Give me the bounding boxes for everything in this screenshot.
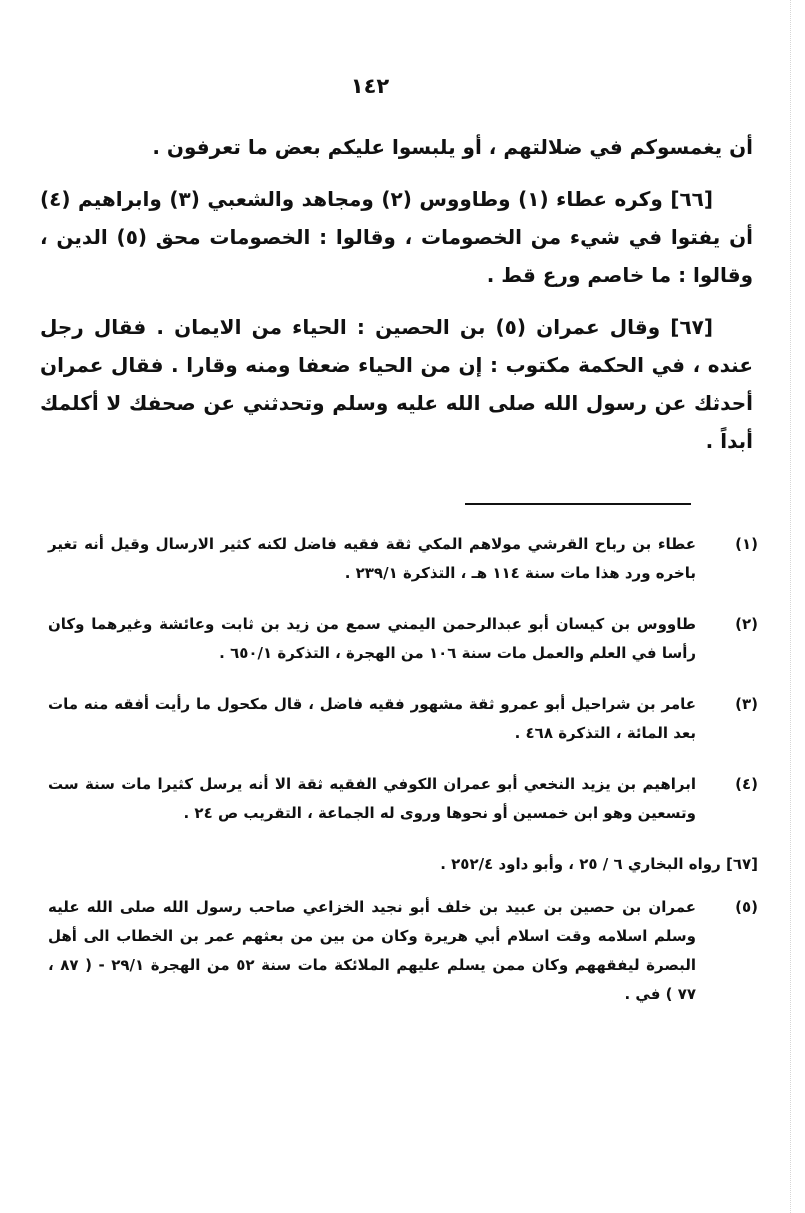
footnote-number: (٥) bbox=[735, 898, 758, 916]
page-number: ١٤٢ bbox=[350, 74, 390, 98]
footnote-number: (٤) bbox=[735, 775, 758, 793]
intro-line: أن يغمسوكم في ضلالتهم ، أو يلبسوا عليكم بعض ما تعرفون . bbox=[152, 135, 753, 159]
footnote-2 bbox=[48, 610, 758, 668]
main-text bbox=[40, 128, 753, 460]
footnote-text: عامر بن شراحيل أبو عمرو ثقة مشهور فقيه فاضل ، قال مكحول ما رأيت أفقه منه مات بعد المائة ، التذكرة ٤٦٨ . bbox=[48, 695, 696, 742]
footnote-text: عمران بن حصين بن عبيد بن خلف أبو نجيد الخزاعي صاحب رسول الله صلى الله عليه وسلم اسلامه وقت اسلام أبي هريرة وكان من بين من بعثهم عمر بن الخطاب الى أهل البصرة ليفقههم وكان ممن يسلم عليهم الملائكة مات سنة ٥٢ من الهجرة ٢٩/١ - ( ٨٧ ، ٧٧ ) في . bbox=[48, 898, 697, 1003]
footnote-3 bbox=[48, 690, 758, 748]
footnote-source-67 bbox=[48, 850, 758, 879]
paragraph-66: [٦٦] وكره عطاء (١) وطاووس (٢) ومجاهد والشعبي (٣) وابراهيم (٤) أن يفتوا في شيء من الخصومات ، وقالوا : الخصومات محق (٥) الدين ، وقالوا : ما خاصم ورع قط . bbox=[40, 187, 753, 287]
footnote-number: (٢) bbox=[735, 615, 758, 633]
footnote-1 bbox=[48, 530, 758, 588]
footnote-4 bbox=[48, 770, 758, 828]
scan-edge bbox=[790, 0, 805, 1213]
paragraph-67: [٦٧] وقال عمران (٥) بن الحصين : الحياء من الايمان . فقال رجل عنده ، في الحكمة مكتوب : إن من الحياء ضعفا ومنه وقارا . فقال عمران أحدثك عن رسول الله صلى الله عليه وسلم وتحدثني عن صحفك لا أكلمك أبداً . bbox=[40, 315, 753, 453]
footnote-text: عطاء بن رباح القرشي مولاهم المكي ثقة فقيه فاضل لكنه كثير الارسال وقيل أنه تغير باخره ورد هذا مات سنة ١١٤ هـ ، التذكرة ٢٣٩/١ . bbox=[48, 535, 696, 582]
footnote-5 bbox=[48, 893, 758, 1009]
footnote-text: طاووس بن كيسان أبو عبدالرحمن اليمني سمع من زيد بن ثابت وعائشة وغيرهما وكان رأسا في العلم والعمل مات سنة ١٠٦ من الهجرة ، التذكرة ٦٥٠/١ . bbox=[48, 615, 696, 662]
footnote-text: [٦٧] رواه البخاري ٦ / ٢٥ ، وأبو داود ٢٥٢/٤ . bbox=[440, 855, 758, 873]
footnote-separator bbox=[465, 503, 691, 505]
footnote-number: (١) bbox=[735, 535, 758, 553]
footnotes bbox=[48, 530, 758, 1031]
footnote-text: ابراهيم بن يزيد النخعي أبو عمران الكوفي الفقيه ثقة الا أنه يرسل كثيرا مات سنة ست وتسعين وهو ابن خمسين أو نحوها وروى له الجماعة ، التقريب ص ٢٤ . bbox=[48, 775, 696, 822]
footnote-number: (٣) bbox=[735, 695, 758, 713]
